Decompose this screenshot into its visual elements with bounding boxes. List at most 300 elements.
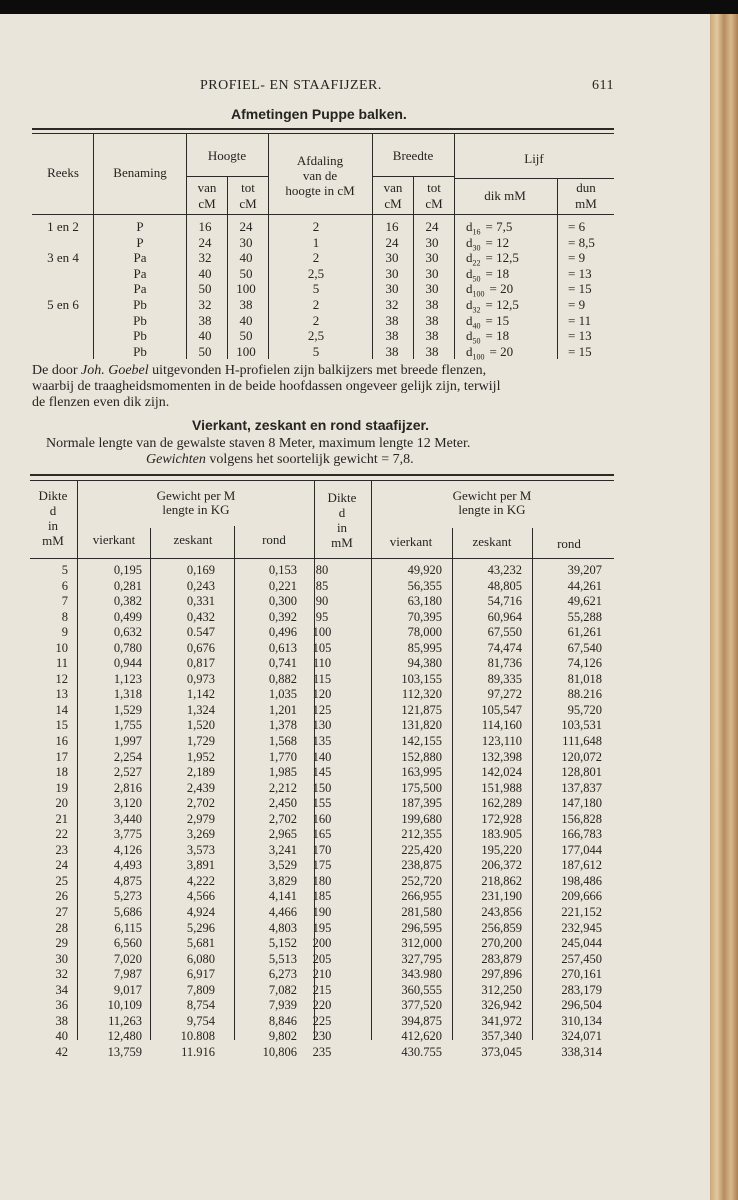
table1-cell-dik: $d_{30} = 12$ xyxy=(466,234,510,253)
table2-cell: 142,024 xyxy=(481,765,522,780)
table2-cell: 120,072 xyxy=(561,749,602,764)
table2-cell: 97,272 xyxy=(487,687,522,702)
table2-cell: 0,392 xyxy=(268,609,297,624)
table2-cell: 95 xyxy=(315,609,329,624)
col-header-afdaling: Afdaling xyxy=(296,153,344,168)
table2-cell: 0,632 xyxy=(113,625,142,640)
table2-cell: 172,928 xyxy=(481,811,522,826)
table2-left-col-rond xyxy=(245,563,297,1061)
table1-cell-h-van: 32 xyxy=(198,297,212,312)
table2-cell: 4,924 xyxy=(186,905,215,920)
table1-cell-b-van: 38 xyxy=(385,328,399,344)
table2-cell: 221,152 xyxy=(561,905,602,920)
table2-cell: 128,801 xyxy=(561,765,602,780)
table2-cell: 238,875 xyxy=(401,858,442,873)
table1-cell-benaming: Pb xyxy=(133,312,147,328)
table2-cell: 56,355 xyxy=(407,578,442,593)
table1-cell-dik: $d_{40} = 15$ xyxy=(466,312,510,331)
col-header-lijf: Lijf xyxy=(524,151,544,166)
table2-cell: 67,550 xyxy=(487,625,522,640)
table2-cell: 4,222 xyxy=(186,873,215,888)
col-header-hoogte: Hoogte xyxy=(207,148,247,163)
table2-cell: 121,875 xyxy=(401,702,442,717)
table2-cell: 360,555 xyxy=(401,982,442,997)
table2-cell: 15 xyxy=(55,718,68,733)
col-header-vierkant-right: vierkant xyxy=(389,534,433,549)
table1-cell-dun: = 9 xyxy=(568,297,586,312)
table2-cell: 3,529 xyxy=(268,858,297,873)
table2-cell: 38 xyxy=(55,1013,68,1028)
table1-cell-afdaling: 2,5 xyxy=(307,265,325,281)
table2-cell: 5,273 xyxy=(113,889,142,904)
table2-cell: 377,520 xyxy=(401,998,442,1013)
table2-cell: 11 xyxy=(55,656,68,671)
table2-left-col-vierkant xyxy=(86,563,142,1061)
table1-cell-h-van: 38 xyxy=(198,312,212,328)
table2-top-rule xyxy=(30,474,614,476)
table2-cell: 343.980 xyxy=(401,967,442,982)
table2-cell: 81,736 xyxy=(487,656,522,671)
col-header-vierkant-left: vierkant xyxy=(92,532,136,547)
table2-cell: 1,755 xyxy=(113,718,142,733)
table1-cell-h-tot: 100 xyxy=(236,281,256,297)
table2-cell: 198,486 xyxy=(561,873,602,888)
table2-cell: 105 xyxy=(312,640,332,655)
table1-cell-benaming: Pa xyxy=(133,265,147,281)
table1-cell-b-tot: 38 xyxy=(425,297,439,312)
table2-cell: 1,952 xyxy=(186,749,215,764)
table2-cell: 0,676 xyxy=(186,640,215,655)
table1-cell-dun: = 15 xyxy=(568,281,592,297)
table2-cell: 341,972 xyxy=(481,1013,522,1028)
table2-cell: 142,155 xyxy=(401,734,442,749)
table1-cell-h-van: 32 xyxy=(198,250,212,266)
table2-cell: 135 xyxy=(312,734,332,749)
table2-cell: 95,720 xyxy=(567,702,602,717)
table2-cell: 4,493 xyxy=(113,858,142,873)
table1-cell-b-van: 24 xyxy=(385,234,399,250)
table2-cell: 327,795 xyxy=(401,951,442,966)
table1-cell-h-tot: 30 xyxy=(239,234,253,250)
table2-cell: 5,152 xyxy=(268,936,297,951)
col-header-rond-right: rond xyxy=(557,536,581,551)
col-header-dikte-left: Dikte xyxy=(38,488,68,503)
table2-cell: 215 xyxy=(312,982,332,997)
table2-cell: 36 xyxy=(55,998,68,1013)
table2-cell: 1,529 xyxy=(113,702,142,717)
table1-cell-dun: = 8,5 xyxy=(568,234,595,250)
table2-cell: 13,759 xyxy=(107,1044,142,1059)
table2-cell: 180 xyxy=(312,873,332,888)
table1-cell-afdaling: 1 xyxy=(312,234,320,250)
table2-cell: 256,859 xyxy=(481,920,522,935)
table2-subtitle-2: Gewichten volgens het soortelijk gewicht = 7,8. xyxy=(146,452,414,467)
table1-cell-benaming: Pb xyxy=(133,343,147,359)
table2-cell: 78,000 xyxy=(407,625,442,640)
table2-cell: 44,261 xyxy=(567,578,602,593)
table2-cell: 4,803 xyxy=(268,920,297,935)
table1-cell-h-van: 50 xyxy=(198,343,212,359)
table2-cell: 14 xyxy=(55,702,68,717)
table2-cell: 49,920 xyxy=(407,563,442,577)
table2-cell: 200 xyxy=(312,936,332,951)
table2-cell: 326,942 xyxy=(481,998,522,1013)
table1-cell-h-tot: 50 xyxy=(239,265,253,281)
col-header-dun: dun xyxy=(576,180,596,195)
table2-cell: 270,200 xyxy=(481,936,522,951)
table1-cell-afdaling: 2 xyxy=(312,297,320,312)
table1-cell-dun: = 13 xyxy=(568,328,592,344)
table2-cell: 1,123 xyxy=(113,671,142,686)
table2-cell: 0,153 xyxy=(268,563,297,577)
table1-cell-h-van: 24 xyxy=(198,234,212,250)
table1-cell-b-van: 38 xyxy=(385,343,399,359)
table2-cell: 2,702 xyxy=(186,796,215,811)
table2-cell: 5,686 xyxy=(113,905,142,920)
table2-cell: 6,560 xyxy=(113,936,142,951)
table2-cell: 103,155 xyxy=(401,671,442,686)
table2-cell: 49,621 xyxy=(567,594,602,609)
table2-cell: 3,241 xyxy=(268,842,297,857)
table1-cell-b-tot: 30 xyxy=(425,265,439,281)
table1-cell-benaming: Pb xyxy=(133,297,147,312)
table2-cell: 232,945 xyxy=(561,920,602,935)
table2-cell: 2,527 xyxy=(113,765,142,780)
table1-cell-dun: = 15 xyxy=(568,343,592,359)
table2-cell: 0,741 xyxy=(268,656,297,671)
table2-cell: 190 xyxy=(312,905,332,920)
table2-cell: 10,806 xyxy=(262,1044,297,1059)
table2-cell: 0,169 xyxy=(186,563,215,577)
table2-cell: 205 xyxy=(312,951,332,966)
table2-cell: 7,987 xyxy=(113,967,142,982)
table1-cell-benaming: P xyxy=(136,219,144,234)
table2-cell: 0,243 xyxy=(186,578,215,593)
table2-cell: 74,126 xyxy=(567,656,602,671)
table2-cell: 100 xyxy=(312,625,332,640)
table1-cell-benaming: Pa xyxy=(133,250,147,266)
table2-cell: 4,126 xyxy=(113,842,142,857)
table1-header-rule xyxy=(32,214,614,215)
table2-cell: 114,160 xyxy=(481,718,522,733)
table2-cell: 28 xyxy=(55,920,68,935)
table2-cell: 5,513 xyxy=(268,951,297,966)
table1-cell-reeks: 1 en 2 xyxy=(47,219,79,234)
table1-cell-h-van: 16 xyxy=(198,219,212,234)
table2-cell: 10.808 xyxy=(180,1029,215,1044)
table1-cell-b-tot: 38 xyxy=(425,343,439,359)
table2-cell: 2,816 xyxy=(113,780,142,795)
table1-cell-benaming: Pa xyxy=(133,281,147,297)
table2-right-col-rond xyxy=(538,563,602,1061)
col-header-breedte: Breedte xyxy=(392,148,434,163)
table2-cell: 218,862 xyxy=(481,873,522,888)
col-header-rond-left: rond xyxy=(262,532,286,547)
table1-cell-b-tot: 38 xyxy=(425,328,439,344)
table2-cell: 16 xyxy=(55,734,68,749)
table2-cell: 4,566 xyxy=(186,889,215,904)
table2-cell: 212,355 xyxy=(401,827,442,842)
table2-cell: 88.216 xyxy=(567,687,602,702)
table1-cell-afdaling: 5 xyxy=(312,281,320,297)
table1-cell-reeks: 5 en 6 xyxy=(47,297,79,312)
table2-cell: 1,520 xyxy=(186,718,215,733)
table1-cell-dik: $d_{32} = 12,5$ xyxy=(466,297,519,315)
table2-cell: 10 xyxy=(55,640,68,655)
table2-cell: 0,499 xyxy=(113,609,142,624)
table2-cell: 85 xyxy=(315,578,329,593)
table2-cell: 103,531 xyxy=(561,718,602,733)
table1-cell-h-tot: 40 xyxy=(239,312,253,328)
table2-cell: 230 xyxy=(312,1029,332,1044)
table2-subtitle-1: Normale lengte van de gewalste staven 8 Meter, maximum lengte 12 Meter. xyxy=(46,436,471,451)
col-header-zeskant-left: zeskant xyxy=(173,532,213,547)
table1-cell-b-tot: 30 xyxy=(425,281,439,297)
table2-cell: 281,580 xyxy=(401,905,442,920)
table2-cell: 8,754 xyxy=(186,998,215,1013)
table2-cell: 130 xyxy=(312,718,332,733)
table2-cell: 19 xyxy=(55,780,68,795)
table2-cell: 67,540 xyxy=(567,640,602,655)
table2-right-col-vierkant xyxy=(378,563,442,1061)
table2-cell: 2,965 xyxy=(268,827,297,842)
table1-cell-dik: $d_{50} = 18$ xyxy=(466,265,510,284)
table1-cell-h-tot: 40 xyxy=(239,250,253,266)
table2-cell: 245,044 xyxy=(561,936,602,951)
table1-cell-h-tot: 50 xyxy=(239,328,253,344)
table2-cell: 1,985 xyxy=(268,765,297,780)
table2-cell: 165 xyxy=(312,827,332,842)
table2-cell: 296,595 xyxy=(401,920,442,935)
table2-cell: 3,829 xyxy=(268,873,297,888)
table2-cell: 9,754 xyxy=(186,1013,215,1028)
author-name: Joh. Goebel xyxy=(81,363,149,378)
table2-cell: 120 xyxy=(312,687,332,702)
table1-cell-h-tot: 38 xyxy=(239,297,253,312)
table2-cell: 30 xyxy=(55,951,68,966)
table2-cell: 412,620 xyxy=(401,1029,442,1044)
table2-cell: 90 xyxy=(315,594,329,609)
table1-cell-b-van: 38 xyxy=(385,312,399,328)
table2-cell: 137,837 xyxy=(561,780,602,795)
table2-cell: 1,201 xyxy=(268,702,297,717)
table2-cell: 5,681 xyxy=(186,936,215,951)
table2-cell: 0,432 xyxy=(186,609,215,624)
table2-cell: 55,288 xyxy=(567,609,602,624)
table2-title: Vierkant, zeskant en rond staafijzer. xyxy=(192,417,430,433)
table2-cell: 70,395 xyxy=(407,609,442,624)
table2-cell: 89,335 xyxy=(487,671,522,686)
table2-cell: 235 xyxy=(312,1044,332,1059)
table2-cell: 156,828 xyxy=(561,811,602,826)
table2-cell: 187,612 xyxy=(561,858,602,873)
table2-cell: 338,314 xyxy=(561,1044,602,1059)
table2-cell: 123,110 xyxy=(481,734,522,749)
table2-cell: 105,547 xyxy=(481,702,522,717)
table2-cell: 23 xyxy=(55,842,68,857)
table1-cell-benaming: P xyxy=(136,234,144,250)
table2-cell: 1,568 xyxy=(268,734,297,749)
table2-cell: 283,879 xyxy=(481,951,522,966)
table2-cell: 297,896 xyxy=(481,967,522,982)
table2-cell: 270,161 xyxy=(561,967,602,982)
col-header-zeskant-right: zeskant xyxy=(472,534,512,549)
table1-cell-dik: $d_{100} = 20$ xyxy=(466,343,514,362)
table2-cell: 4,875 xyxy=(113,873,142,888)
table2-cell: 11.916 xyxy=(181,1044,215,1059)
table2-cell: 61,261 xyxy=(567,625,602,640)
table2-cell: 20 xyxy=(55,796,68,811)
table2-cell: 21 xyxy=(55,811,68,826)
table2-cell: 1,378 xyxy=(268,718,297,733)
table2-cell: 243,856 xyxy=(481,905,522,920)
table2-cell: 177,044 xyxy=(561,842,602,857)
table2-cell: 112,320 xyxy=(401,687,442,702)
table2-cell: 0,780 xyxy=(113,640,142,655)
table1-cell-b-van: 30 xyxy=(385,250,399,266)
table2-cell: 2,702 xyxy=(268,811,297,826)
table2-cell: 9,017 xyxy=(113,982,142,997)
table1-cell-b-van: 30 xyxy=(385,265,399,281)
col-header-dik: dik mM xyxy=(484,188,526,203)
table2-cell: 3,120 xyxy=(113,796,142,811)
table2-cell: 166,783 xyxy=(561,827,602,842)
table2-cell: 48,805 xyxy=(487,578,522,593)
table2-cell: 2,979 xyxy=(186,811,215,826)
table2-cell: 115 xyxy=(312,671,332,686)
table1-cell-dun: = 6 xyxy=(568,219,586,234)
table2-cell: 210 xyxy=(312,967,332,982)
table1-cell-h-tot: 24 xyxy=(239,219,253,234)
table1-cell-dik: $d_{22} = 12,5$ xyxy=(466,250,519,268)
table2-cell: 0,382 xyxy=(113,594,142,609)
table2-cell: 1,318 xyxy=(113,687,142,702)
table2-cell: 6,273 xyxy=(268,967,297,982)
col-header-gewicht-left: Gewicht per M xyxy=(156,488,236,503)
paragraph-line-3: de flenzen even dik zijn. xyxy=(32,395,170,410)
table2-cell: 0.547 xyxy=(186,625,215,640)
table1-cell-dun: = 13 xyxy=(568,265,592,281)
table2-cell: 252,720 xyxy=(401,873,442,888)
table2-cell: 430.755 xyxy=(401,1044,442,1059)
table2-header-rule xyxy=(30,558,614,559)
table2-cell: 132,398 xyxy=(481,749,522,764)
table2-cell: 8 xyxy=(61,609,68,624)
table2-cell: 26 xyxy=(55,889,68,904)
table2-cell: 312,000 xyxy=(401,936,442,951)
table2-cell: 1,997 xyxy=(113,734,142,749)
table2-cell: 0,496 xyxy=(268,625,297,640)
table2-cell: 0,221 xyxy=(268,578,297,593)
table1-cell-b-van: 32 xyxy=(385,297,399,312)
table1-cell-afdaling: 2 xyxy=(312,219,320,234)
table2-cell: 39,207 xyxy=(567,563,602,577)
table2-cell: 85,995 xyxy=(407,640,442,655)
table2-cell: 206,372 xyxy=(481,858,522,873)
table2-cell: 7,020 xyxy=(113,951,142,966)
table2-cell: 0,281 xyxy=(113,578,142,593)
table2-cell: 0,944 xyxy=(113,656,142,671)
table2-cell: 6,115 xyxy=(114,920,142,935)
table2-cell: 1,035 xyxy=(268,687,297,702)
col-header-reeks: Reeks xyxy=(47,165,79,180)
table2-cell: 17 xyxy=(55,749,68,764)
table2-cell: 1,729 xyxy=(186,734,215,749)
col-header-benaming: Benaming xyxy=(113,165,167,180)
table2-cell: 32 xyxy=(55,967,68,982)
table2-left-col-d xyxy=(40,563,68,1061)
table2-cell: 81,018 xyxy=(567,671,602,686)
table1-cell-afdaling: 2,5 xyxy=(307,328,325,344)
table2-cell: 150 xyxy=(312,780,332,795)
table2-cell: 231,190 xyxy=(481,889,522,904)
table2-cell: 110 xyxy=(312,656,332,671)
table1-cell-b-tot: 38 xyxy=(425,312,439,328)
paragraph-line-1: De door Joh. Goebel uitgevonden H-profielen zijn balkijzers met breede flenzen, xyxy=(32,363,487,378)
table2-cell: 60,964 xyxy=(487,609,522,624)
table2-cell: 80 xyxy=(315,563,329,577)
table1-cell-dun: = 9 xyxy=(568,250,586,266)
table2-cell: 187,395 xyxy=(401,796,442,811)
table2-cell: 12,480 xyxy=(107,1029,142,1044)
book-spine-edge xyxy=(710,14,738,1200)
table2-cell: 4,466 xyxy=(268,905,297,920)
table2-cell: 2,439 xyxy=(186,780,215,795)
table1-cell-afdaling: 5 xyxy=(312,343,320,359)
table2-cell: 0,882 xyxy=(268,671,297,686)
table2-cell: 7 xyxy=(61,594,68,609)
table1-top-rule xyxy=(32,128,614,130)
table2-cell: 6 xyxy=(61,578,68,593)
table2-cell: 1,142 xyxy=(186,687,215,702)
table2-cell: 2,212 xyxy=(268,780,297,795)
table1-cell-b-tot: 30 xyxy=(425,234,439,250)
table2-cell: 63,180 xyxy=(407,594,442,609)
table2-cell: 195 xyxy=(312,920,332,935)
table2-cell: 40 xyxy=(55,1029,68,1044)
table1-cell-h-van: 50 xyxy=(198,281,212,297)
table2-cell: 195,220 xyxy=(481,842,522,857)
table2-cell: 283,179 xyxy=(561,982,602,997)
table2-cell: 8,846 xyxy=(268,1013,297,1028)
table2-cell: 0,613 xyxy=(268,640,297,655)
table2-cell: 2,189 xyxy=(186,765,215,780)
table2-cell: 3,891 xyxy=(186,858,215,873)
page-number: 611 xyxy=(592,78,614,93)
table2-cell: 11,263 xyxy=(108,1013,142,1028)
table2-cell: 34 xyxy=(55,982,68,997)
table2-cell: 74,474 xyxy=(487,640,522,655)
table1-cell-h-van: 40 xyxy=(198,328,212,344)
table2-cell: 5,296 xyxy=(186,920,215,935)
running-header-title: PROFIEL- EN STAAFIJZER. xyxy=(200,78,382,93)
table2-cell: 0,195 xyxy=(113,563,142,577)
table1-cell-dik: $d_{100} = 20$ xyxy=(466,281,514,299)
table2-cell: 3,440 xyxy=(113,811,142,826)
table2-cell: 3,775 xyxy=(113,827,142,842)
table2-cell: 183.905 xyxy=(481,827,522,842)
table2-cell: 1,324 xyxy=(186,702,215,717)
table2-cell: 7,082 xyxy=(268,982,297,997)
table2-cell: 6,080 xyxy=(186,951,215,966)
table2-cell: 185 xyxy=(312,889,332,904)
table2-cell: 140 xyxy=(312,749,332,764)
table2-cell: 312,250 xyxy=(481,982,522,997)
table1-cell-afdaling: 2 xyxy=(312,312,320,328)
table2-cell: 7,939 xyxy=(268,998,297,1013)
table2-right-col-d xyxy=(305,563,339,1061)
table1-cell-b-tot: 24 xyxy=(425,219,439,234)
